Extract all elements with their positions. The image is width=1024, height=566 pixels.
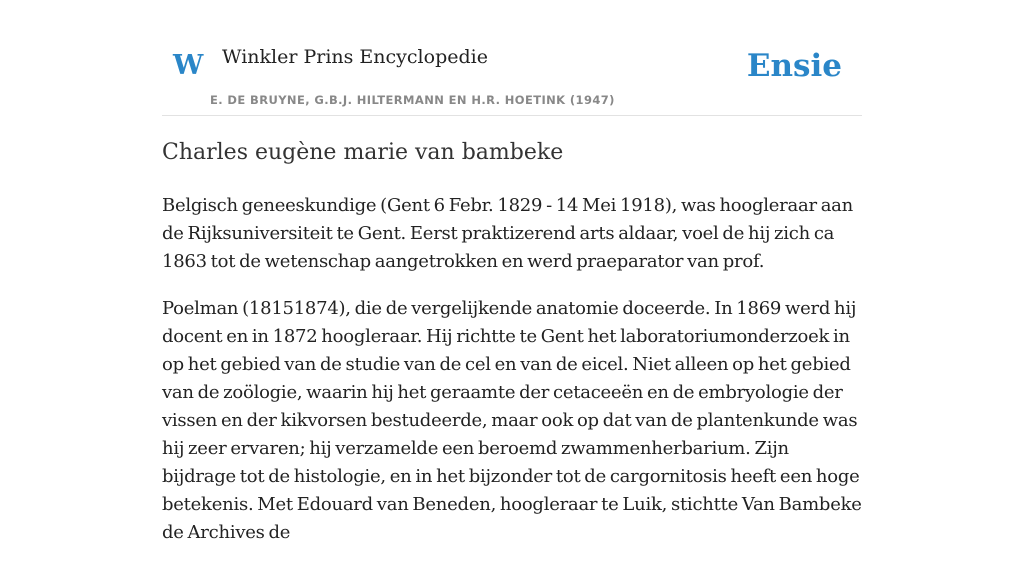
article-paragraph: Belgisch geneeskundige (Gent 6 Febr. 1829 - 14 Mei 1918), was hoogleraar aan de Rijksuniversiteit te Gent. Eerst praktizerend arts aldaar, voel de hij zich ca 1863 tot de wetenschap aangetrokken en werd praeparator van prof. [162, 195, 853, 272]
book-title[interactable]: Winkler Prins Encyclopedie [222, 46, 488, 68]
article-body [162, 192, 862, 566]
book-authors: E. DE BRUYNE, G.B.J. HILTERMANN EN H.R. HOETINK (1947) [210, 93, 615, 107]
article-paragraph: Poelman (18151874), die de vergelijkende anatomie doceerde. In 1869 werd hij docent en in 1872 hoogleraar. Hij richtte te Gent het laboratoriumonderzoek in op het gebied van de studie van de cel en van de eicel. Niet alleen op het gebied van de zoölogie, waarin hij het geraamte der cetaceeën en de embryologie der vissen en der kikvorsen bestudeerde, maar ook op dat van de plantenkunde was hij zeer ervaren; hij verzamelde een beroemd zwammenherbarium. Zijn bijdrage tot de histologie, en in het bijzonder tot de cargornitosis heeft een hoge betekenis. Met Edouard van Beneden, hoogleraar te Luik, stichtte Van Bambeke de Archives de [162, 298, 862, 543]
page-container [162, 0, 862, 543]
article-title: Charles eugène marie van bambeke [162, 140, 564, 165]
book-header [162, 0, 862, 116]
book-logo-link[interactable]: W [173, 50, 204, 81]
brand-logo[interactable]: Ensie [746, 48, 842, 84]
